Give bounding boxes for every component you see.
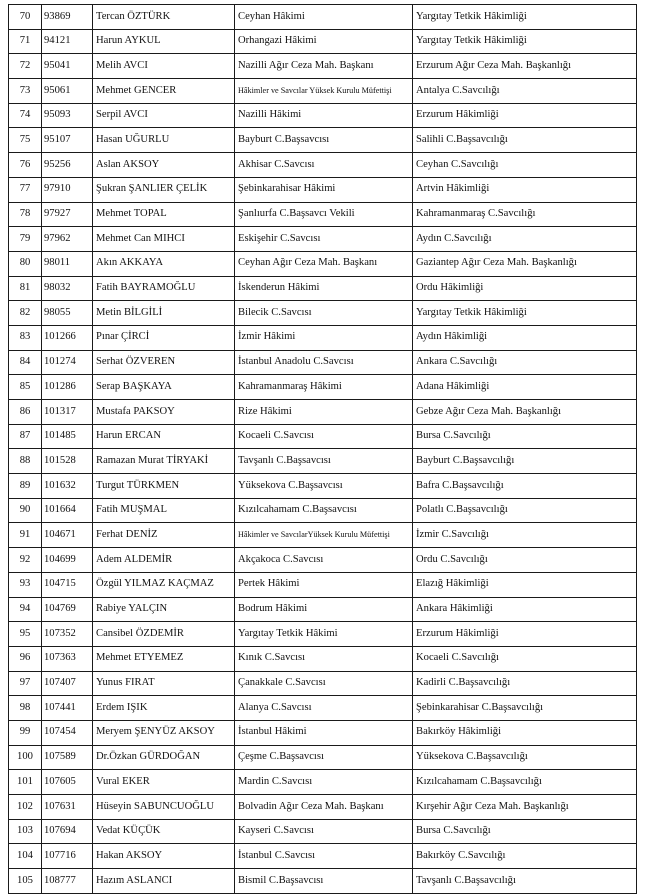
table-row <box>9 597 637 622</box>
new-position: Kadirli C.Başsavcılığı <box>413 671 637 696</box>
new-position: Polatlı C.Başsavcılığı <box>413 498 637 523</box>
person-name: Hüseyin SABUNCUOĞLU <box>93 795 235 820</box>
row-number: 90 <box>9 498 42 523</box>
row-number: 88 <box>9 449 42 474</box>
table-row <box>9 424 637 449</box>
table-row <box>9 770 637 795</box>
current-position: Çanakkale C.Savcısı <box>235 671 413 696</box>
person-name: Meryem ŞENYÜZ AKSOY <box>93 720 235 745</box>
row-number: 76 <box>9 153 42 178</box>
row-number: 101 <box>9 770 42 795</box>
person-name: Vedat KÜÇÜK <box>93 819 235 844</box>
new-position: Ankara C.Savcılığı <box>413 350 637 375</box>
table-row <box>9 844 637 869</box>
row-number: 78 <box>9 202 42 227</box>
row-number: 71 <box>9 29 42 54</box>
row-number: 102 <box>9 795 42 820</box>
registry-number: 104671 <box>42 523 93 548</box>
new-position: İzmir C.Savcılığı <box>413 523 637 548</box>
table-row <box>9 153 637 178</box>
person-name: Vural EKER <box>93 770 235 795</box>
current-position: Ceyhan Hâkimi <box>235 5 413 30</box>
current-position: Nazilli Hâkimi <box>235 103 413 128</box>
table-row <box>9 745 637 770</box>
person-name: Turgut TÜRKMEN <box>93 474 235 499</box>
registry-number: 107352 <box>42 622 93 647</box>
registry-number: 107441 <box>42 696 93 721</box>
person-name: Hazım ASLANCI <box>93 869 235 894</box>
person-name: Şukran ŞANLIER ÇELİK <box>93 177 235 202</box>
person-name: Yunus FIRAT <box>93 671 235 696</box>
table-row <box>9 103 637 128</box>
table-row <box>9 646 637 671</box>
current-position: Eskişehir C.Savcısı <box>235 227 413 252</box>
new-position: Tavşanlı C.Başsavcılığı <box>413 869 637 894</box>
row-number: 84 <box>9 350 42 375</box>
table-row <box>9 720 637 745</box>
new-position: Erzurum Hâkimliği <box>413 622 637 647</box>
row-number: 87 <box>9 424 42 449</box>
registry-number: 95256 <box>42 153 93 178</box>
row-number: 95 <box>9 622 42 647</box>
new-position: Bakırköy C.Savcılığı <box>413 844 637 869</box>
person-name: Metin BİLGİLİ <box>93 301 235 326</box>
registry-number: 107631 <box>42 795 93 820</box>
registry-number: 94121 <box>42 29 93 54</box>
row-number: 72 <box>9 54 42 79</box>
table-row <box>9 276 637 301</box>
person-name: Fatih BAYRAMOĞLU <box>93 276 235 301</box>
new-position: Bursa C.Savcılığı <box>413 424 637 449</box>
person-name: Mustafa PAKSOY <box>93 400 235 425</box>
person-name: Mehmet ETYEMEZ <box>93 646 235 671</box>
row-number: 100 <box>9 745 42 770</box>
new-position: Bayburt C.Başsavcılığı <box>413 449 637 474</box>
current-position: Tavşanlı C.Başsavcısı <box>235 449 413 474</box>
table-row <box>9 29 637 54</box>
table-row <box>9 696 637 721</box>
new-position: Ordu Hâkimliği <box>413 276 637 301</box>
person-name: Cansibel ÖZDEMİR <box>93 622 235 647</box>
new-position: Yargıtay Tetkik Hâkimliği <box>413 29 637 54</box>
registry-number: 107605 <box>42 770 93 795</box>
registry-number: 107716 <box>42 844 93 869</box>
new-position: Gaziantep Ağır Ceza Mah. Başkanlığı <box>413 251 637 276</box>
new-position: Kırşehir Ağır Ceza Mah. Başkanlığı <box>413 795 637 820</box>
registry-number: 104699 <box>42 548 93 573</box>
current-position: Rize Hâkimi <box>235 400 413 425</box>
new-position: Erzurum Ağır Ceza Mah. Başkanlığı <box>413 54 637 79</box>
row-number: 91 <box>9 523 42 548</box>
row-number: 86 <box>9 400 42 425</box>
table-row <box>9 572 637 597</box>
appointments-table-body <box>9 5 637 894</box>
registry-number: 108777 <box>42 869 93 894</box>
person-name: Serap BAŞKAYA <box>93 375 235 400</box>
current-position: Bodrum Hâkimi <box>235 597 413 622</box>
registry-number: 101632 <box>42 474 93 499</box>
current-position: Çeşme C.Başsavcısı <box>235 745 413 770</box>
registry-number: 95061 <box>42 79 93 104</box>
registry-number: 104769 <box>42 597 93 622</box>
current-position: Alanya C.Savcısı <box>235 696 413 721</box>
registry-number: 101317 <box>42 400 93 425</box>
registry-number: 101274 <box>42 350 93 375</box>
current-position: Bolvadin Ağır Ceza Mah. Başkanı <box>235 795 413 820</box>
current-position: Kınık C.Savcısı <box>235 646 413 671</box>
new-position: Yargıtay Tetkik Hâkimliği <box>413 5 637 30</box>
new-position: Bakırköy Hâkimliği <box>413 720 637 745</box>
row-number: 85 <box>9 375 42 400</box>
table-row <box>9 819 637 844</box>
row-number: 103 <box>9 819 42 844</box>
registry-number: 107407 <box>42 671 93 696</box>
row-number: 81 <box>9 276 42 301</box>
current-position: Nazilli Ağır Ceza Mah. Başkanı <box>235 54 413 79</box>
new-position: Elazığ Hâkimliği <box>413 572 637 597</box>
person-name: Erdem IŞIK <box>93 696 235 721</box>
new-position: Adana Hâkimliği <box>413 375 637 400</box>
new-position: Antalya C.Savcılığı <box>413 79 637 104</box>
registry-number: 104715 <box>42 572 93 597</box>
person-name: Serpil AVCI <box>93 103 235 128</box>
registry-number: 95041 <box>42 54 93 79</box>
row-number: 74 <box>9 103 42 128</box>
person-name: Aslan AKSOY <box>93 153 235 178</box>
row-number: 105 <box>9 869 42 894</box>
table-row <box>9 474 637 499</box>
table-row <box>9 177 637 202</box>
new-position: Ordu C.Savcılığı <box>413 548 637 573</box>
current-position: Pertek Hâkimi <box>235 572 413 597</box>
row-number: 77 <box>9 177 42 202</box>
new-position: Kocaeli C.Savcılığı <box>413 646 637 671</box>
row-number: 89 <box>9 474 42 499</box>
current-position: İzmir Hâkimi <box>235 325 413 350</box>
row-number: 80 <box>9 251 42 276</box>
person-name: Tercan ÖZTÜRK <box>93 5 235 30</box>
current-position: Hâkimler ve SavcılarYüksek Kurulu Müfettişi <box>235 523 413 548</box>
new-position: Yüksekova C.Başsavcılığı <box>413 745 637 770</box>
person-name: Pınar ÇİRCİ <box>93 325 235 350</box>
current-position: Yüksekova C.Başsavcısı <box>235 474 413 499</box>
new-position: Kahramanmaraş C.Savcılığı <box>413 202 637 227</box>
row-number: 79 <box>9 227 42 252</box>
person-name: Serhat ÖZVEREN <box>93 350 235 375</box>
row-number: 98 <box>9 696 42 721</box>
person-name: Akın AKKAYA <box>93 251 235 276</box>
current-position: Kahramanmaraş Hâkimi <box>235 375 413 400</box>
current-position: Şanlıurfa C.Başsavcı Vekili <box>235 202 413 227</box>
person-name: Özgül YILMAZ KAÇMAZ <box>93 572 235 597</box>
table-row <box>9 5 637 30</box>
current-position: Kocaeli C.Savcısı <box>235 424 413 449</box>
new-position: Aydın C.Savcılığı <box>413 227 637 252</box>
person-name: Hasan UĞURLU <box>93 128 235 153</box>
current-position: Kayseri C.Savcısı <box>235 819 413 844</box>
registry-number: 107589 <box>42 745 93 770</box>
new-position: Yargıtay Tetkik Hâkimliği <box>413 301 637 326</box>
row-number: 92 <box>9 548 42 573</box>
current-position: Orhangazi Hâkimi <box>235 29 413 54</box>
table-row <box>9 325 637 350</box>
table-row <box>9 523 637 548</box>
current-position: Akçakoca C.Savcısı <box>235 548 413 573</box>
new-position: Gebze Ağır Ceza Mah. Başkanlığı <box>413 400 637 425</box>
row-number: 99 <box>9 720 42 745</box>
new-position: Salihli C.Başsavcılığı <box>413 128 637 153</box>
row-number: 83 <box>9 325 42 350</box>
row-number: 96 <box>9 646 42 671</box>
row-number: 73 <box>9 79 42 104</box>
person-name: Melih AVCI <box>93 54 235 79</box>
new-position: Şebinkarahisar C.Başsavcılığı <box>413 696 637 721</box>
table-row <box>9 795 637 820</box>
registry-number: 98011 <box>42 251 93 276</box>
table-row <box>9 227 637 252</box>
registry-number: 95107 <box>42 128 93 153</box>
table-row <box>9 350 637 375</box>
row-number: 93 <box>9 572 42 597</box>
current-position: İskenderun Hâkimi <box>235 276 413 301</box>
table-row <box>9 301 637 326</box>
registry-number: 98055 <box>42 301 93 326</box>
current-position: Kızılcahamam C.Başsavcısı <box>235 498 413 523</box>
table-row <box>9 671 637 696</box>
person-name: Harun ERCAN <box>93 424 235 449</box>
registry-number: 107694 <box>42 819 93 844</box>
person-name: Mehmet Can MIHCI <box>93 227 235 252</box>
row-number: 75 <box>9 128 42 153</box>
person-name: Harun AYKUL <box>93 29 235 54</box>
new-position: Erzurum Hâkimliği <box>413 103 637 128</box>
table-row <box>9 79 637 104</box>
table-row <box>9 548 637 573</box>
new-position: Artvin Hâkimliği <box>413 177 637 202</box>
person-name: Hakan AKSOY <box>93 844 235 869</box>
current-position: Yargıtay Tetkik Hâkimi <box>235 622 413 647</box>
table-row <box>9 375 637 400</box>
person-name: Mehmet GENCER <box>93 79 235 104</box>
table-row <box>9 400 637 425</box>
row-number: 97 <box>9 671 42 696</box>
current-position: Hâkimler ve Savcılar Yüksek Kurulu Müfettişi <box>235 79 413 104</box>
table-row <box>9 622 637 647</box>
person-name: Dr.Özkan GÜRDOĞAN <box>93 745 235 770</box>
new-position: Bursa C.Savcılığı <box>413 819 637 844</box>
registry-number: 95093 <box>42 103 93 128</box>
table-row <box>9 869 637 894</box>
registry-number: 107454 <box>42 720 93 745</box>
row-number: 82 <box>9 301 42 326</box>
current-position: İstanbul C.Savcısı <box>235 844 413 869</box>
current-position: İstanbul Anadolu C.Savcısı <box>235 350 413 375</box>
table-row <box>9 54 637 79</box>
current-position: Şebinkarahisar Hâkimi <box>235 177 413 202</box>
row-number: 94 <box>9 597 42 622</box>
table-row <box>9 449 637 474</box>
registry-number: 101664 <box>42 498 93 523</box>
person-name: Ferhat DENİZ <box>93 523 235 548</box>
new-position: Ceyhan C.Savcılığı <box>413 153 637 178</box>
table-row <box>9 498 637 523</box>
registry-number: 101286 <box>42 375 93 400</box>
person-name: Mehmet TOPAL <box>93 202 235 227</box>
registry-number: 101485 <box>42 424 93 449</box>
registry-number: 98032 <box>42 276 93 301</box>
registry-number: 107363 <box>42 646 93 671</box>
registry-number: 97910 <box>42 177 93 202</box>
registry-number: 97927 <box>42 202 93 227</box>
new-position: Bafra C.Başsavcılığı <box>413 474 637 499</box>
new-position: Ankara Hâkimliği <box>413 597 637 622</box>
current-position: Mardin C.Savcısı <box>235 770 413 795</box>
row-number: 70 <box>9 5 42 30</box>
table-row <box>9 202 637 227</box>
current-position: Bismil C.Başsavcısı <box>235 869 413 894</box>
registry-number: 101266 <box>42 325 93 350</box>
new-position: Kızılcahamam C.Başsavcılığı <box>413 770 637 795</box>
current-position: Bilecik C.Savcısı <box>235 301 413 326</box>
row-number: 104 <box>9 844 42 869</box>
current-position: Akhisar C.Savcısı <box>235 153 413 178</box>
person-name: Fatih MUŞMAL <box>93 498 235 523</box>
table-row <box>9 251 637 276</box>
current-position: Ceyhan Ağır Ceza Mah. Başkanı <box>235 251 413 276</box>
current-position: Bayburt C.Başsavcısı <box>235 128 413 153</box>
appointments-table <box>8 4 637 894</box>
new-position: Aydın Hâkimliği <box>413 325 637 350</box>
person-name: Rabiye YALÇIN <box>93 597 235 622</box>
registry-number: 97962 <box>42 227 93 252</box>
person-name: Ramazan Murat TİRYAKİ <box>93 449 235 474</box>
person-name: Adem ALDEMİR <box>93 548 235 573</box>
table-row <box>9 128 637 153</box>
registry-number: 101528 <box>42 449 93 474</box>
registry-number: 93869 <box>42 5 93 30</box>
current-position: İstanbul Hâkimi <box>235 720 413 745</box>
